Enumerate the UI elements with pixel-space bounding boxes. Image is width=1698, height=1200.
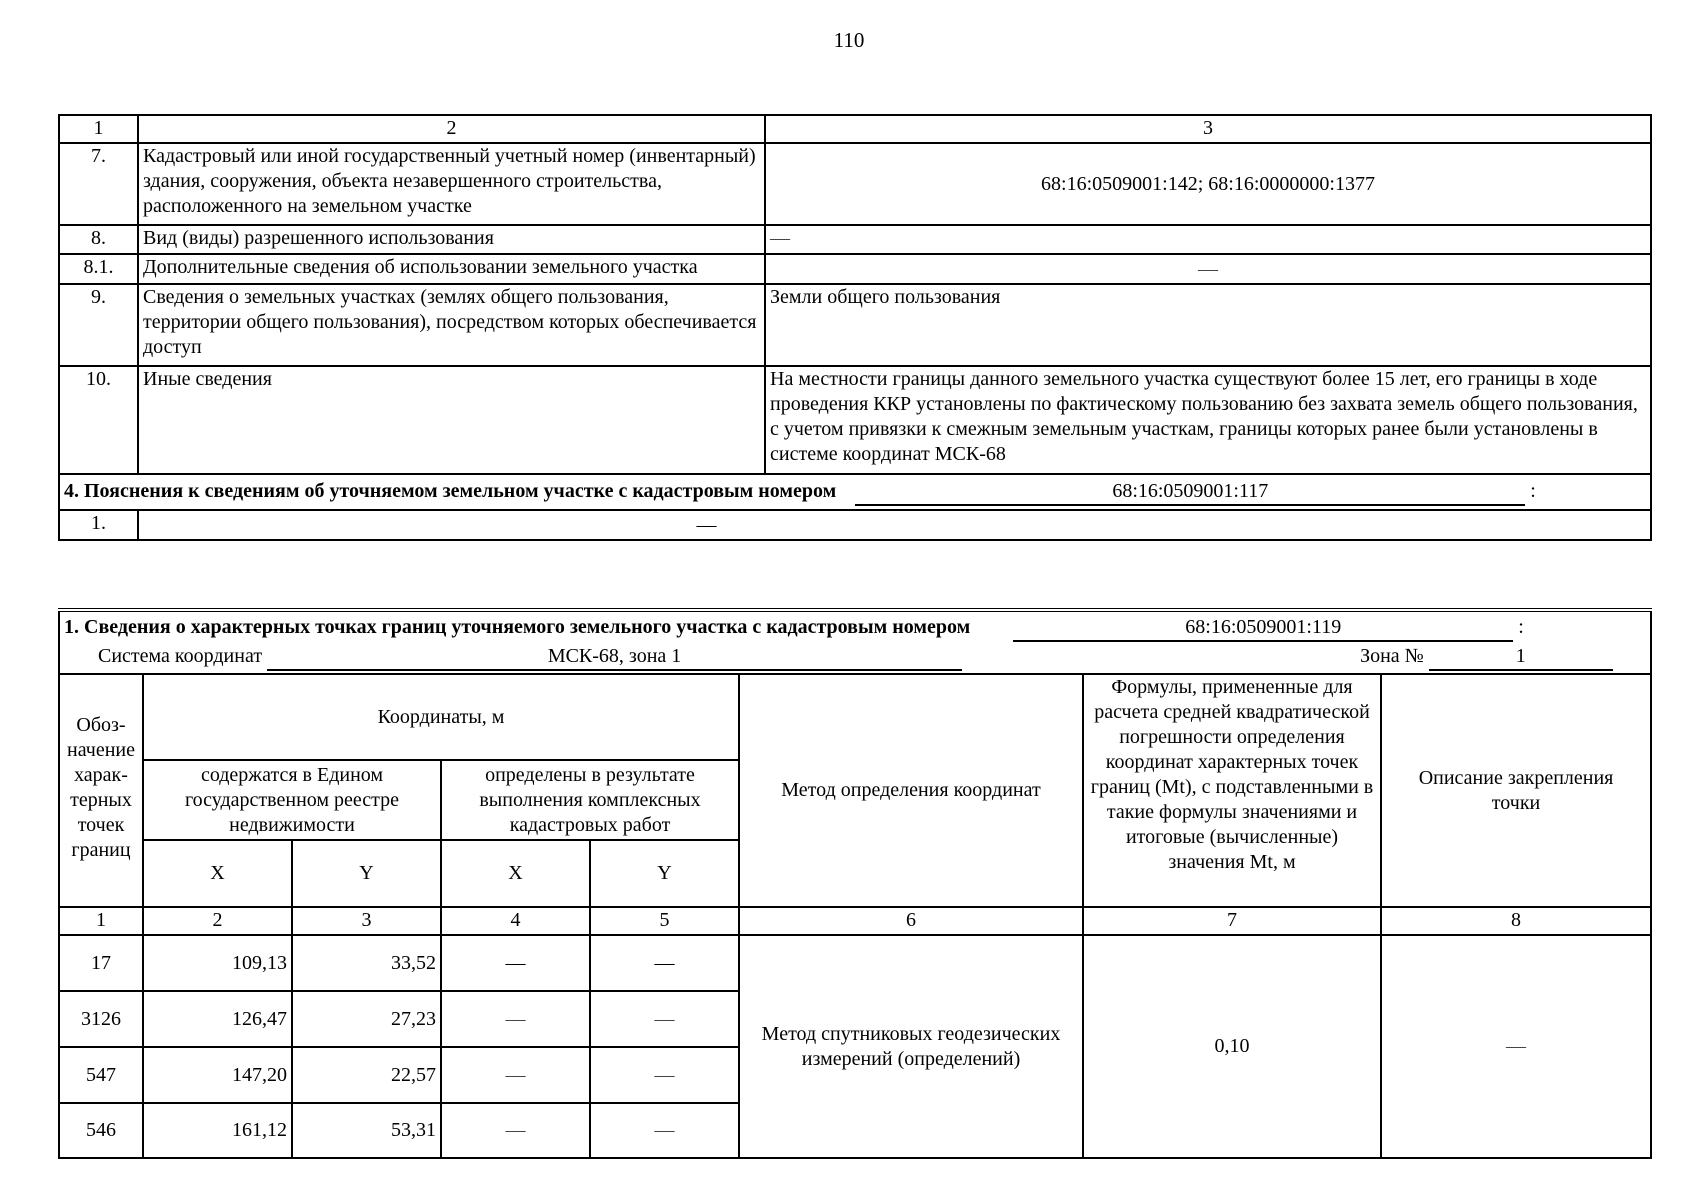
coord-system-row <box>59 644 1651 674</box>
point-y-egrn: 53,31 <box>292 1103 441 1158</box>
point-designation: 546 <box>59 1103 143 1158</box>
section-1-cadastral-number: 68:16:0509001:119 <box>1013 615 1513 642</box>
table-row <box>59 254 1651 284</box>
formulas-header: Формулы, примененные для расчета средней квадратической погрешности определения координат характерных точек границ (Mt), с подставленными в такие формулы значениями и итоговые (вычисленные) значения Mt, м <box>1083 674 1381 907</box>
row-number: 8.1. <box>59 254 138 284</box>
table-row <box>59 143 1651 225</box>
row-value: На местности границы данного земельного участка существуют более 15 лет, его границы в ходе проведения ККР установлены по фактическому пользованию без захвата земель общего пользования, с учетом привязки к смежным земельным участкам, границы которых ранее были установлены в системе координат МСК-68 <box>765 366 1651 474</box>
point-x-egrn: 147,20 <box>143 1047 292 1103</box>
col-number: 1 <box>59 907 143 935</box>
row-number: 1. <box>59 510 138 540</box>
section-4-colon: : <box>1530 479 1536 502</box>
point-x-egrn: 161,12 <box>143 1103 292 1158</box>
point-y-kkr: — <box>590 935 739 991</box>
column-numbers-row <box>59 907 1651 935</box>
table-row <box>59 366 1651 474</box>
col-number: 2 <box>143 907 292 935</box>
point-designation: 17 <box>59 935 143 991</box>
point-y-egrn: 27,23 <box>292 991 441 1047</box>
table-header-row <box>59 115 1651 143</box>
coordinates-header: Координаты, м <box>143 674 739 760</box>
point-x-egrn: 126,47 <box>143 991 292 1047</box>
header-col-2: 2 <box>138 115 765 143</box>
mt-value: 0,10 <box>1083 935 1381 1158</box>
point-x-kkr: — <box>441 1047 590 1103</box>
row-number: 8. <box>59 225 138 254</box>
designation-header: Обоз-начение харак-терных точек границ <box>59 674 143 907</box>
col-number: 8 <box>1381 907 1651 935</box>
section-4-row <box>59 474 1651 510</box>
description-header: Описание закрепления точки <box>1381 674 1651 907</box>
row-value: Земли общего пользования <box>765 284 1651 366</box>
point-y-kkr: — <box>590 1047 739 1103</box>
col-number: 7 <box>1083 907 1381 935</box>
x-header-egrn: X <box>143 840 292 907</box>
method-header: Метод определения координат <box>739 674 1083 907</box>
x-header-kkr: X <box>441 840 590 907</box>
section-4-title: 4. Пояснения к сведениям об уточняемом земельном участке с кадастровым номером <box>64 479 837 502</box>
section-1-title: 1. Сведения о характерных точках границ уточняемого земельного участка с кадастровым номером <box>64 615 971 638</box>
row-label: Сведения о земельных участках (землях общего пользования, территории общего пользования), посредством которых обеспечивается доступ <box>138 284 765 366</box>
row-number: 9. <box>59 284 138 366</box>
header-row <box>59 674 1651 760</box>
method-value: Метод спутниковых геодезических измерений (определений) <box>739 935 1083 1158</box>
coord-system-value: МСК-68, зона 1 <box>267 644 962 671</box>
section-4-cadastral-number: 68:16:0509001:117 <box>855 479 1525 506</box>
point-y-egrn: 33,52 <box>292 935 441 991</box>
row-value: — <box>138 510 1651 540</box>
col-number: 4 <box>441 907 590 935</box>
header-col-3: 3 <box>765 115 1651 143</box>
row-value: — <box>765 254 1651 284</box>
point-y-kkr: — <box>590 1103 739 1158</box>
page-number: 110 <box>833 28 865 52</box>
point-x-kkr: — <box>441 935 590 991</box>
col-number: 5 <box>590 907 739 935</box>
row-label: Дополнительные сведения об использовании земельного участка <box>138 254 765 284</box>
kkr-header: определены в результате выполнения комплексных кадастровых работ <box>441 760 739 840</box>
section-1-row <box>59 610 1651 644</box>
row-value: — <box>765 225 1651 254</box>
point-x-kkr: — <box>441 1103 590 1158</box>
point-x-kkr: — <box>441 991 590 1047</box>
row-number: 10. <box>59 366 138 474</box>
section-4-item-row <box>59 510 1651 540</box>
coord-system-label: Система координат <box>98 645 263 667</box>
row-label: Вид (виды) разрешенного использования <box>138 225 765 254</box>
zone-label: Зона № <box>1360 645 1424 667</box>
table-row <box>59 225 1651 254</box>
description-value: — <box>1381 935 1651 1158</box>
col-number: 3 <box>292 907 441 935</box>
y-header-egrn: Y <box>292 840 441 907</box>
zone-value: 1 <box>1429 644 1613 671</box>
point-designation: 547 <box>59 1047 143 1103</box>
table-row <box>59 935 1651 991</box>
egrn-header: содержатся в Едином государственном реестре недвижимости <box>143 760 441 840</box>
row-label: Кадастровый или иной государственный учетный номер (инвентарный) здания, сооружения, объекта незавершенного строительства, расположенного на земельном участке <box>138 143 765 225</box>
y-header-kkr: Y <box>590 840 739 907</box>
row-number: 7. <box>59 143 138 225</box>
point-designation: 3126 <box>59 991 143 1047</box>
boundary-points-table <box>58 608 1652 1159</box>
point-x-egrn: 109,13 <box>143 935 292 991</box>
row-value: 68:16:0509001:142; 68:16:0000000:1377 <box>765 143 1651 225</box>
point-y-egrn: 22,57 <box>292 1047 441 1103</box>
row-label: Иные сведения <box>138 366 765 474</box>
parcel-info-table <box>58 114 1652 541</box>
point-y-kkr: — <box>590 991 739 1047</box>
section-1-colon: : <box>1518 615 1524 638</box>
table-row <box>59 284 1651 366</box>
header-col-1: 1 <box>59 115 138 143</box>
col-number: 6 <box>739 907 1083 935</box>
